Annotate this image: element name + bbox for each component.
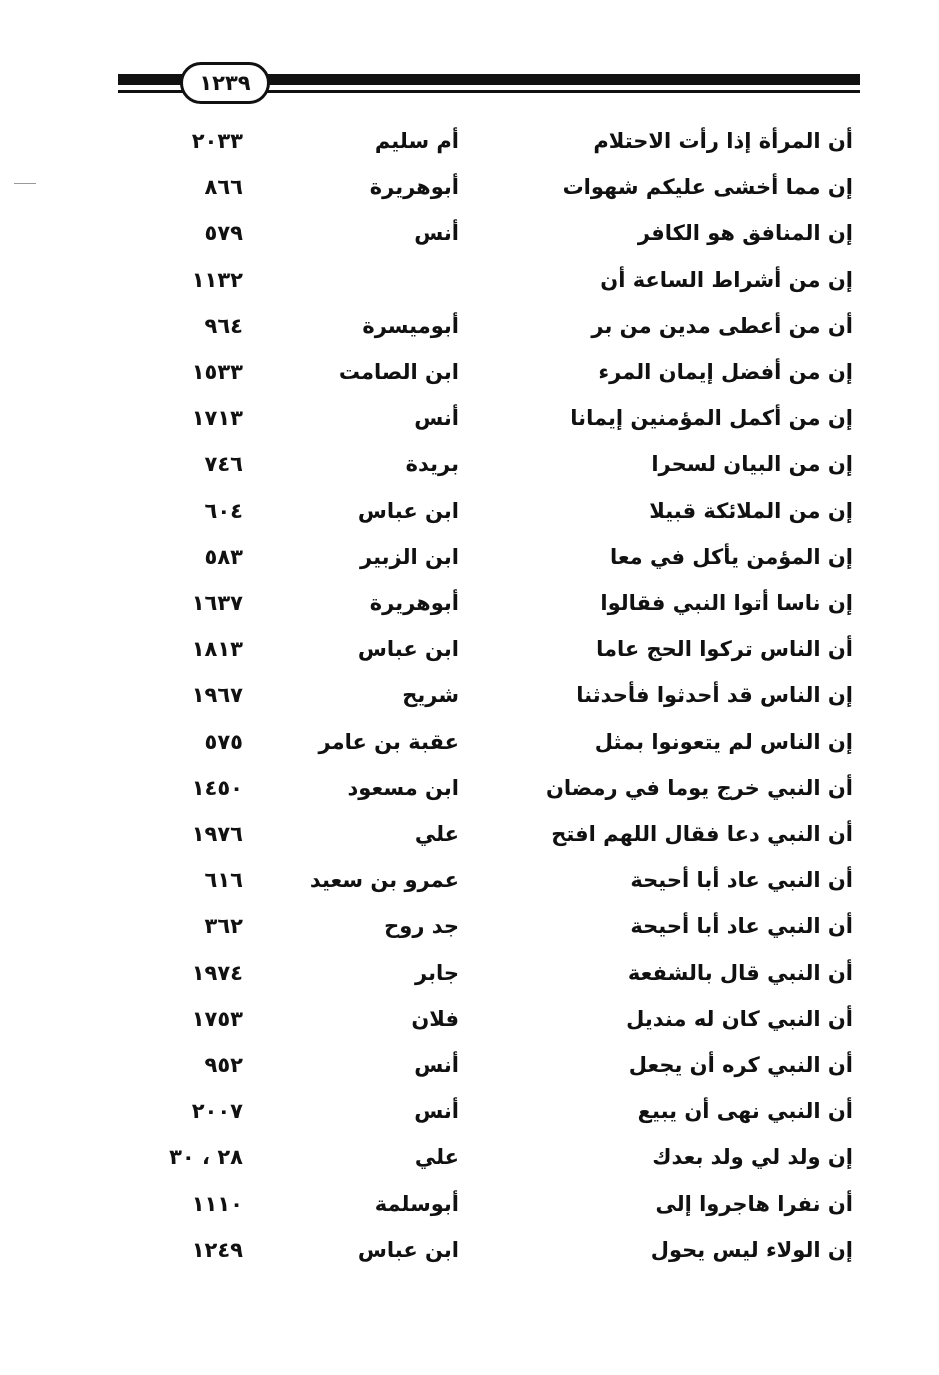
- page-reference: ١١٣٢: [191, 267, 243, 292]
- page-reference: ١٢٤٩: [191, 1237, 243, 1262]
- page-reference: ١٧١٣: [191, 406, 243, 431]
- hadith-text: أن النبي عاد أبا أحيحة: [630, 868, 853, 893]
- page-reference: ١٨١٣: [191, 637, 243, 662]
- page-reference: ٦١٦: [204, 868, 243, 893]
- hadith-text: إن من أفضل إيمان المرء: [598, 360, 853, 384]
- narrator: ابن مسعود: [347, 775, 459, 800]
- hadith-text: أن النبي كان له منديل: [626, 1006, 853, 1031]
- table-row: [0, 118, 939, 164]
- narrator: أنس: [414, 406, 459, 431]
- narrator: أبوهريرة: [369, 591, 459, 615]
- page-reference: ١٩٧٦: [191, 822, 243, 846]
- narrator: ابن الصامت: [338, 360, 459, 384]
- table-row: [0, 996, 939, 1042]
- table-row: [0, 164, 939, 210]
- table-row: [0, 534, 939, 580]
- page-reference: ١٤٥٠: [191, 775, 243, 800]
- table-row: [0, 349, 939, 395]
- page-reference: ٦٠٤: [204, 498, 243, 523]
- hadith-text: أن من أعطى مدين من بر: [591, 313, 853, 338]
- narrator: [259, 257, 459, 303]
- narrator: علي: [414, 1145, 459, 1170]
- table-row: [0, 1088, 939, 1134]
- page-reference: ٥٧٥: [204, 729, 243, 754]
- narrator: ابن عباس: [357, 1237, 459, 1262]
- page-number: ١٢٣٩: [180, 62, 270, 104]
- narrator: ابن عباس: [357, 637, 459, 662]
- table-row: [0, 257, 939, 303]
- hadith-text: إن ناسا أتوا النبي فقالوا: [600, 591, 853, 615]
- narrator: أبوميسرة: [362, 313, 459, 338]
- page-reference: ٩٥٢: [204, 1053, 243, 1077]
- hadith-text: إن من البيان لسحرا: [651, 452, 853, 477]
- hadith-text: إن مما أخشى عليكم شهوات: [562, 175, 853, 200]
- table-row: [0, 626, 939, 672]
- table-row: [0, 811, 939, 857]
- table-row: [0, 950, 939, 996]
- hadith-text: إن الناس لم يتعونوا بمثل: [594, 729, 853, 754]
- hadith-text: إن من أكمل المؤمنين إيمانا: [570, 406, 853, 431]
- page-reference: ٥٧٩: [204, 221, 243, 246]
- table-row: [0, 395, 939, 441]
- page-reference: ١٩٧٤: [191, 960, 243, 985]
- table-row: [0, 857, 939, 903]
- table-row: [0, 303, 939, 349]
- table-row: [0, 1042, 939, 1088]
- page-reference: ٩٦٤: [204, 313, 243, 338]
- narrator: عقبة بن عامر: [318, 729, 459, 754]
- table-row: [0, 765, 939, 811]
- hadith-text: أن الناس تركوا الحج عاما: [596, 637, 853, 662]
- page-reference: ٣٦٢: [204, 914, 243, 939]
- table-row: [0, 672, 939, 718]
- hadith-text: أن النبي كره أن يجعل: [628, 1053, 853, 1077]
- page-reference: ٢٠٣٣: [191, 129, 243, 153]
- table-row: [0, 441, 939, 487]
- narrator: أم سليم: [374, 129, 459, 153]
- narrator: بريدة: [405, 452, 459, 477]
- narrator: أنس: [414, 1053, 459, 1077]
- hadith-text: أن النبي عاد أبا أحيحة: [630, 914, 853, 939]
- hadith-text: إن من الملائكة قبيلا: [649, 498, 853, 523]
- narrator: أنس: [414, 221, 459, 246]
- table-row: [0, 580, 939, 626]
- table-row: [0, 1227, 939, 1273]
- narrator: أبوهريرة: [369, 175, 459, 200]
- page-reference: ١٩٦٧: [191, 683, 243, 708]
- hadith-text: أن نفرا هاجروا إلى: [655, 1191, 853, 1216]
- table-row: [0, 1134, 939, 1180]
- narrator: عمرو بن سعيد: [309, 868, 459, 893]
- table-row: [0, 903, 939, 949]
- hadith-text: إن ولد لي ولد بعدك: [652, 1145, 853, 1170]
- narrator: جد روح: [384, 914, 459, 939]
- page-reference: ٥٨٣: [204, 544, 243, 569]
- page-reference: ١٥٣٣: [191, 360, 243, 384]
- narrator: أنس: [414, 1099, 459, 1124]
- narrator: جابر: [415, 960, 459, 985]
- table-row: [0, 719, 939, 765]
- hadith-text: إن من أشراط الساعة أن: [600, 267, 853, 292]
- page-reference: ٨٦٦: [204, 175, 243, 200]
- narrator: ابن الزبير: [360, 544, 459, 569]
- narrator: علي: [414, 822, 459, 846]
- page-reference: ١٧٥٣: [191, 1006, 243, 1031]
- page-reference: ١١١٠: [191, 1191, 243, 1216]
- narrator: شريح: [402, 683, 459, 708]
- table-row: [0, 210, 939, 256]
- hadith-text: إن المنافق هو الكافر: [637, 221, 853, 246]
- hadith-text: إن الناس قد أحدثوا فأحدثنا: [576, 683, 853, 708]
- hadith-text: أن المرأة إذا رأت الاحتلام: [593, 129, 853, 153]
- table-row: [0, 488, 939, 534]
- page-header: [118, 62, 860, 108]
- page-reference: ١٦٣٧: [191, 591, 243, 615]
- narrator: فلان: [411, 1006, 459, 1031]
- page-reference: ٢٠٠٧: [191, 1099, 243, 1124]
- page-reference: ٧٤٦: [204, 452, 243, 477]
- hadith-text: أن النبي قال بالشفعة: [627, 960, 853, 985]
- hadith-text: إن المؤمن يأكل في معا: [609, 544, 853, 569]
- narrator: ابن عباس: [357, 498, 459, 523]
- hadith-text: أن النبي خرج يوما في رمضان: [545, 775, 853, 800]
- narrator: أبوسلمة: [374, 1191, 459, 1216]
- hadith-text: أن النبي دعا فقال اللهم افتح: [551, 822, 853, 846]
- hadith-text: أن النبي نهى أن يبيع: [637, 1099, 853, 1124]
- table-row: [0, 1181, 939, 1227]
- hadith-text: إن الولاء ليس يحول: [650, 1237, 853, 1262]
- page-reference: ٢٨ ، ٣٠: [169, 1145, 243, 1170]
